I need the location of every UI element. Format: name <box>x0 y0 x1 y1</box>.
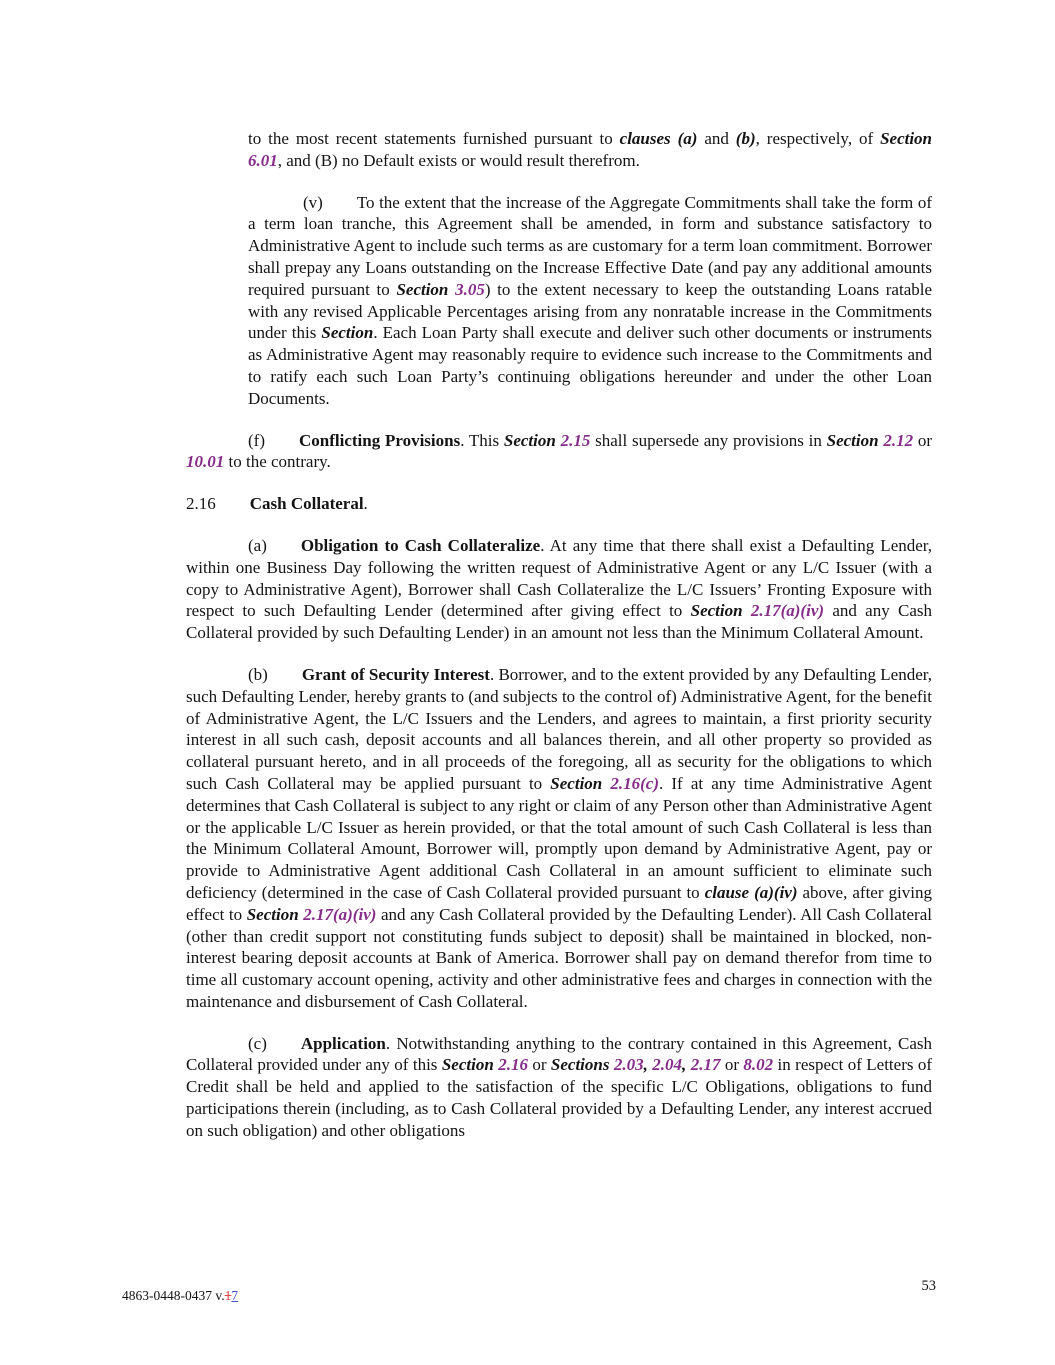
text-run: . This <box>460 430 504 450</box>
subclause-v-paragraph <box>248 192 932 410</box>
text-run: . Notwithstanding anything to the contrary contained in this Agreement, Cash Collateral provided under any of this <box>186 1033 932 1075</box>
text-run: . If at any time Administrative Agent determines that Cash Collateral is subject to any right or claim of any Person other than Administrative Agent or the applicable L/C Issuer as herein provided, or that the total amount of such Cash Collateral is less than the Minimum Collateral Amount, Borrower will, promptly upon demand by Administrative Agent, pay or provide to Administrative Agent additional Cash Collateral in an amount sufficient to eliminate such deficiency (determined in the case of Cash Collateral provided pursuant to <box>186 773 932 902</box>
text-run: . Borrower, and to the extent provided by any Defaulting Lender, such Defaulting Lender, hereby grants to (and subjects to the control of) Administrative Agent, for the benefit of Administrative Agent, the L/C Issuers and the Lenders, and agrees to maintain, a first priority security interest in all such cash, deposit accounts and all balances therein, and all other property so provided as collateral pursuant hereto, and in all proceeds of the foregoing, all as security for the obligations to which such Cash Collateral may be applied pursuant to <box>186 664 932 793</box>
text-run: Grant of Security Interest <box>301 664 490 684</box>
page-number: 53 <box>921 1278 936 1294</box>
text-run: Cash Collateral <box>249 494 364 514</box>
text-run: to the most recent statements furnished pursuant to <box>248 129 620 148</box>
clause-a-paragraph <box>186 535 932 644</box>
section-reference: 2.17(a)(iv) <box>303 904 377 924</box>
section-reference: 2.04 <box>652 1055 683 1075</box>
section-reference: 2.15 <box>560 430 591 450</box>
text-run: clauses (a) <box>619 129 698 148</box>
text-run: 2.16 <box>186 494 216 514</box>
text-run: Section <box>396 279 456 299</box>
text-run: , <box>643 1055 653 1075</box>
text-run: in respect of Letters of Credit shall be held and applied to the satisfaction of the specific L/C Obligations, obligations to fund participations therein (including, as to Cash Collateral provided by a Defaulting Lender, any interest accrued on such obligation) and other obligations <box>186 1055 933 1140</box>
section-reference: 10.01 <box>186 452 225 472</box>
section-reference: 2.12 <box>883 430 914 450</box>
text-run: Section <box>550 773 611 793</box>
text-run: above, after giving effect to <box>186 882 932 924</box>
text-run: Application <box>300 1033 386 1053</box>
footer-doc-id-prefix: 4863-0448-0437 v. <box>122 1288 225 1303</box>
text-run: (a) <box>248 535 267 555</box>
text-run: or <box>720 1055 744 1075</box>
section-reference: 8.02 <box>743 1055 774 1075</box>
text-run: and <box>697 129 736 148</box>
text-run: Section <box>503 430 561 450</box>
section-reference: 2.16 <box>498 1055 528 1075</box>
text-run: Section <box>826 430 884 450</box>
text-run: (b) <box>735 129 756 148</box>
section-reference: 2.17(a)(iv) <box>750 601 825 621</box>
text-run: or <box>527 1055 551 1075</box>
text-run: (f) <box>248 430 265 450</box>
clause-f-paragraph <box>186 430 932 474</box>
text-run: . Each Loan Party shall execute and deliver such other documents or instruments as Administrative Agent may reasonably require to evidence such increase to the Commitments and to ratify each such Loan Party’s continuing obligations hereunder and under the other Loan Documents. <box>248 323 932 408</box>
text-run: , respectively, of <box>755 129 881 148</box>
section-reference: 2.17 <box>690 1055 721 1075</box>
text-run: and any Cash Collateral provided by such Defaulting Lender) in an amount not less than the Minimum Collateral Amount. <box>186 601 933 643</box>
text-run: Sections <box>550 1055 614 1075</box>
text-run: (b) <box>248 664 268 684</box>
text-run: . <box>363 494 368 514</box>
text-run: , <box>682 1055 691 1075</box>
text-run: ) to the extent necessary to keep the outstanding Loans ratable with any revised Applicable Percentages arising from any nonratable increase in the Commitments under this <box>248 279 933 343</box>
section-reference: 6.01 <box>248 150 278 170</box>
footer-inserted-version: 7 <box>231 1288 239 1303</box>
text-run: and any Cash Collateral provided by the Defaulting Lender). All Cash Collateral (other than credit support not constituting funds subject to deposit) shall be maintained in blocked, non-interest bearing deposit accounts at Bank of America. Borrower shall pay on demand therefor from time to time all customary account opening, activity and other administrative fees and charges in connection with the maintenance and disbursement of Cash Collateral. <box>186 904 932 1011</box>
text-run: clause (a)(iv) <box>704 882 798 902</box>
text-run: Section <box>321 323 374 343</box>
text-run: (c) <box>248 1033 267 1053</box>
section-reference: 3.05 <box>455 279 485 299</box>
text-run: shall supersede any provisions in <box>590 430 827 450</box>
text-run: Section <box>441 1055 499 1075</box>
text-run: to the contrary. <box>224 452 331 472</box>
text-run: Obligation to Cash Collateralize <box>300 535 541 555</box>
section-reference: 2.16(c) <box>610 773 659 793</box>
clause-c-paragraph <box>186 1033 932 1142</box>
document-body <box>186 128 932 1162</box>
section-2-16-heading <box>186 493 932 515</box>
continuation-paragraph <box>248 128 932 172</box>
text-run: Section <box>880 129 933 148</box>
text-run: Section <box>690 601 751 621</box>
text-run: (v) <box>303 192 323 212</box>
text-run: Conflicting Provisions <box>298 430 461 450</box>
text-run: , and (B) no Default exists or would result therefrom. <box>277 150 640 170</box>
section-reference: 2.03 <box>613 1055 644 1075</box>
footer-deleted-version: 1 <box>224 1288 232 1303</box>
text-run: Section <box>246 904 304 924</box>
text-run: or <box>913 430 932 450</box>
text-run: To the extent that the increase of the Aggregate Commitments shall take the form of a term loan tranche, this Agreement shall be amended, in form and substance satisfactory to Administrative Agent to include such terms as are customary for a term loan commitment. Borrower shall prepay any Loans outstanding on the Increase Effective Date (and pay any additional amounts required pursuant to <box>248 192 932 299</box>
footer-document-id <box>122 1288 238 1304</box>
text-run: . At any time that there shall exist a Defaulting Lender, within one Business Day following the written request of Administrative Agent or any L/C Issuer (with a copy to Administrative Agent), Borrower shall Cash Collateralize the L/C Issuers’ Fronting Exposure with respect to such Defaulting Lender (determined after giving effect to <box>186 535 933 621</box>
clause-b-paragraph <box>186 664 932 1013</box>
